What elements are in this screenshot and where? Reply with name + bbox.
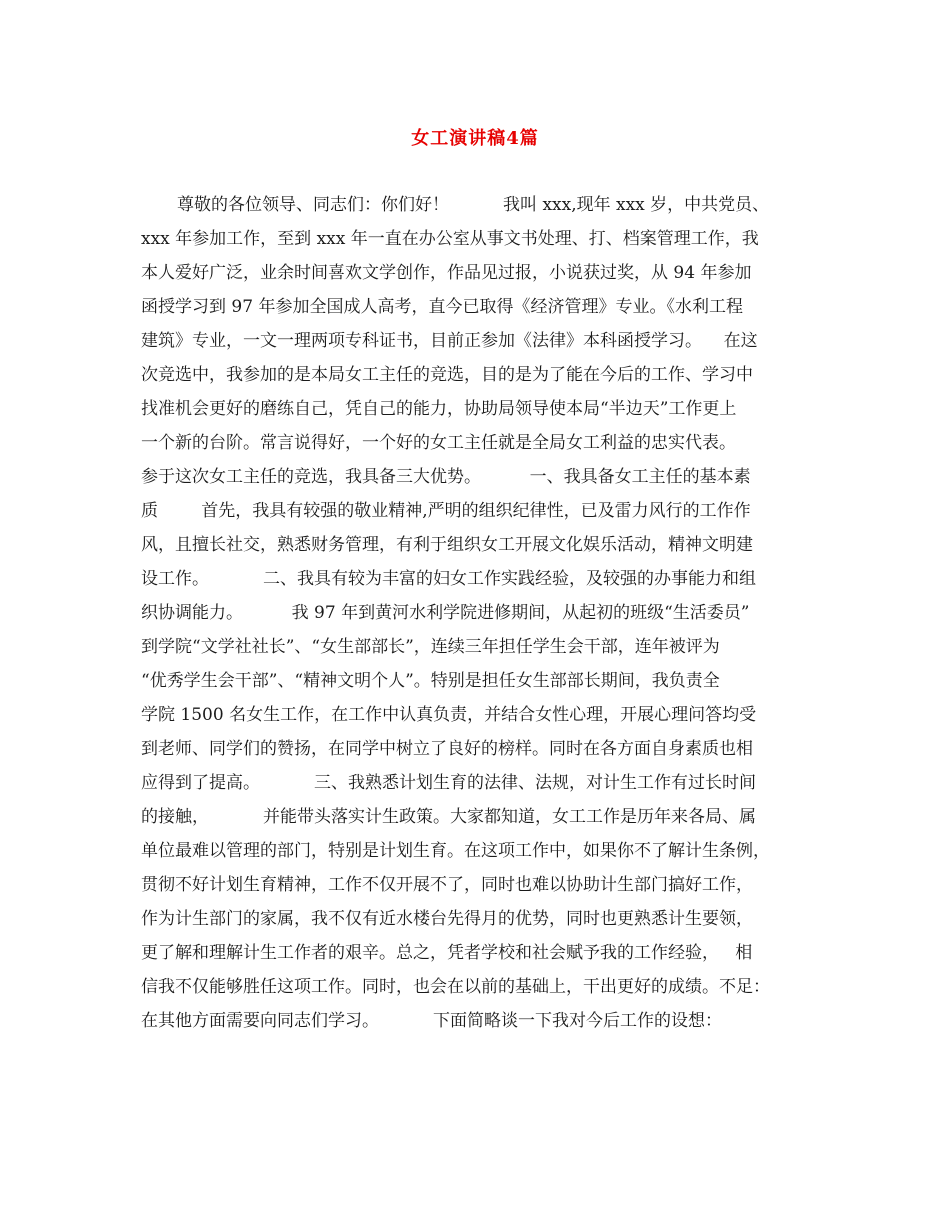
body-line: 贯彻不好计划生育精神，工作不仅开展不了，同时也难以协助计生部门搞好工作，	[141, 875, 753, 895]
body-line: 尊敬的各位领导、同志们：你们好！ 我叫 xxx,现年 xxx 岁，中共党员、	[177, 195, 770, 215]
body-line: 在其他方面需要向同志们学习。 下面简略谈一下我对今后工作的设想：	[141, 1011, 723, 1031]
body-line: 建筑》专业，一文一理两项专科证书，目前正参加《法律》本科函授学习。 在这	[141, 331, 758, 351]
body-line: 一个新的台阶。常言说得好，一个好的女工主任就是全局女工利益的忠实代表。	[141, 433, 736, 453]
body-line: 织协调能力。 我 97 年到黄河水利学院进修期间，从起初的班级“生活委员”	[141, 603, 750, 623]
body-line: 应得到了提高。 三、我熟悉计划生育的法律、法规，对计生工作有过长时间	[141, 773, 757, 793]
body-line: “优秀学生会干部”、“精神文明个人”。特别是担任女生部部长期间，我负责全	[141, 671, 720, 691]
body-line: 质 首先，我具有较强的敬业精神,严明的组织纪律性，已及雷力风行的工作作	[141, 501, 751, 521]
body-line: 参于这次女工主任的竞选，我具备三大优势。 一、我具备女工主任的基本素	[141, 467, 751, 487]
body-line: 本人爱好广泛，业余时间喜欢文学创作，作品见过报，小说获过奖，从 94 年参加	[141, 263, 752, 283]
body-line: 更了解和理解计生工作者的艰辛。总之，凭者学校和社会赋予我的工作经验， 相	[141, 943, 753, 963]
body-line: xxx 年参加工作，至到 xxx 年一直在办公室从事文书处理、打、档案管理工作，我	[141, 229, 759, 249]
body-line: 到老师、同学们的赞扬，在同学中树立了良好的榜样。同时在各方面自身素质也相	[141, 739, 753, 759]
body-line: 到学院“文学社社长”、“女生部部长”，连续三年担任学生会干部，连年被评为	[141, 637, 720, 657]
body-line: 学院 1500 名女生工作，在工作中认真负责，并结合女性心理，开展心理问答均受	[141, 705, 757, 725]
body-line: 次竞选中，我参加的是本局女工主任的竞选，目的是为了能在今后的工作、学习中	[141, 365, 753, 385]
body-line: 的接触， 并能带头落实计生政策。大家都知道，女工工作是历年来各局、属	[141, 807, 757, 827]
body-line: 信我不仅能够胜任这项工作。同时，也会在以前的基础上，干出更好的成绩。不足：	[141, 977, 770, 997]
body-line: 设工作。 二、我具有较为丰富的妇女工作实践经验，及较强的办事能力和组	[141, 569, 757, 589]
body-line: 单位最难以管理的部门，特别是计划生育。在这项工作中，如果你不了解计生条例，	[141, 841, 770, 861]
body-line: 函授学习到 97 年参加全国成人高考，直今已取得《经济管理》专业。《水利工程	[141, 297, 743, 317]
body-line: 风，且擅长社交，熟悉财务管理，有利于组织女工开展文化娱乐活动，精神文明建	[141, 535, 753, 555]
body-line: 找准机会更好的磨练自己，凭自己的能力，协助局领导使本局“半边天”工作更上	[141, 399, 737, 419]
body-line: 作为计生部门的家属，我不仅有近水楼台先得月的优势，同时也更熟悉计生要领，	[141, 909, 753, 929]
document-title: 女工演讲稿4篇	[411, 128, 539, 149]
